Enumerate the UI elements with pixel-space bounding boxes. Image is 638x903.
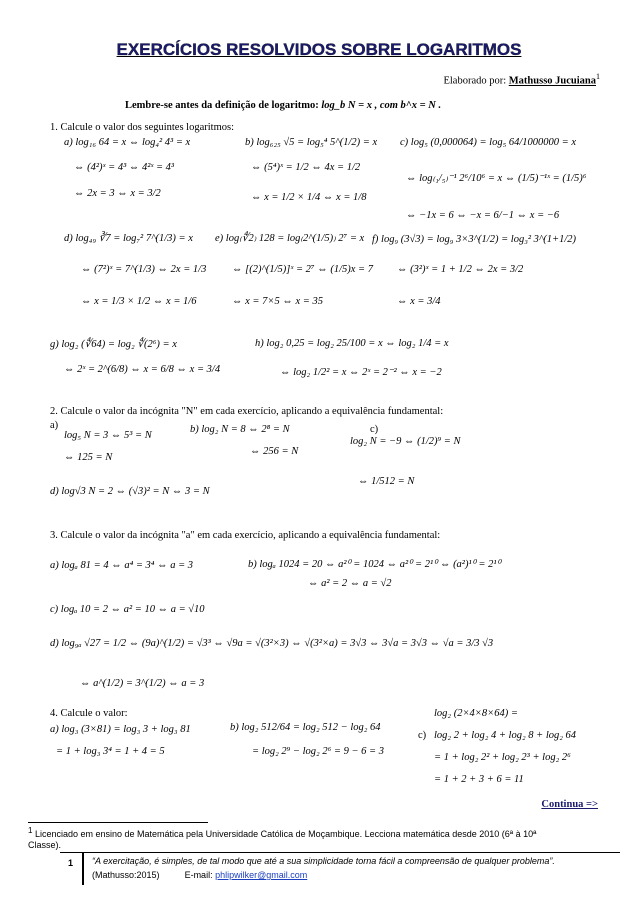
q1-c-line1: c) log₅ (0,000064) = log₅ 64/1000000 = x <box>400 137 577 148</box>
q1-e-line1: e) log₍∜2₎ 128 = log₍2^(1/5)₎ 2⁷ = x <box>215 233 365 244</box>
q1-e-line3: ⇔ x = 7×5 ⇔ x = 35 <box>232 296 323 307</box>
footer-source: (Mathusso:2015) <box>92 870 160 880</box>
email-label: E-mail: <box>184 870 213 880</box>
q1-a-line3: ⇔ 2x = 3 ⇔ x = 3/2 <box>74 188 161 199</box>
footnote-mark: 1 <box>28 826 33 835</box>
q1-g-line2: ⇔ 2ˣ = 2^(6/8) ⇔ x = 6/8 ⇔ x = 3/4 <box>64 364 221 375</box>
q3-statement: 3. Calcule o valor da incógnita "a" em cada exercício, aplicando a equivalência fundamental: <box>50 530 441 541</box>
q2-b-line2: ⇔ 256 = N <box>250 446 299 457</box>
q1-b-line2: ⇔ (5⁴)ˣ = 1/2 ⇔ 4x = 1/2 <box>251 162 361 173</box>
q4-b-line1: b) log₂ 512/64 = log₂ 512 − log₂ 64 <box>230 722 381 733</box>
q2-b-line1: b) log₂ N = 8 ⇔ 2⁸ = N <box>190 424 290 435</box>
q4-a-line1: a) log₃ (3×81) = log₃ 3 + log₃ 81 <box>50 724 191 735</box>
page-number: 1 <box>68 858 74 868</box>
q1-a-line2: ⇔ (4²)ˣ = 4³ ⇔ 4²ˣ = 4³ <box>74 162 175 173</box>
q1-f-line3: ⇔ x = 3/4 <box>397 296 441 307</box>
q2-a-line2: ⇔ 125 = N <box>64 452 113 463</box>
reminder <box>125 100 441 111</box>
q3-c-line1: c) logₐ 10 = 2 ⇔ a² = 10 ⇔ a = √10 <box>50 604 205 615</box>
q1-b-line3: ⇔ x = 1/2 × 1/4 ⇔ x = 1/8 <box>251 192 367 203</box>
q2-statement: 2. Calcule o valor da incógnita "N" em cada exercício, aplicando a equivalência fundamental: <box>50 406 444 417</box>
q1-a-line1: a) log₁₆ 64 = x ⇔ log₄² 4³ = x <box>64 137 191 148</box>
q4-statement: 4. Calcule o valor: <box>50 708 128 719</box>
q2-c-label: c) <box>370 424 379 435</box>
footer-rule <box>60 852 620 853</box>
q3-b-line2: ⇔ a² = 2 ⇔ a = √2 <box>308 578 392 589</box>
q4-c-line2: log₂ 2 + log₂ 4 + log₂ 8 + log₂ 64 <box>434 730 577 741</box>
q1-c-line2: ⇔ log₍₁/₅₎⁻¹ 2⁶/10⁶ = x ⇔ (1/5)⁻¹ˣ = (1/5)⁶ <box>406 173 587 184</box>
q4-a-line2: = 1 + log₃ 3⁴ = 1 + 4 = 5 <box>56 746 165 757</box>
q2-d-line1: d) log√3 N = 2 ⇔ (√3)² = N ⇔ 3 = N <box>50 486 210 497</box>
q1-b-line1: b) log₆₂₅ √5 = log₅⁴ 5^(1/2) = x <box>245 137 378 148</box>
q1-d-line1: d) log₄₉ ∛7 = log₇² 7^(1/3) = x <box>64 233 193 244</box>
q2-c-line2: ⇔ 1/512 = N <box>358 476 415 487</box>
continue-link[interactable]: Continua => <box>541 799 598 810</box>
q1-f-line1: f) log₉ (3√3) = log₉ 3×3^(1/2) = log₃² 3^(1+1/2) <box>372 234 577 245</box>
footer-divider <box>82 853 84 885</box>
reminder-text: Lembre-se antes da definição de logaritmo: <box>125 100 319 111</box>
q2-c-line1: log₂ N = −9 ⇔ (1/2)⁹ = N <box>350 436 461 447</box>
footnote-rule <box>28 822 208 823</box>
q2-a-label: a) <box>50 420 59 431</box>
footnote-text <box>28 826 536 839</box>
q2-a-line1: log₅ N = 3 ⇔ 5³ = N <box>64 430 152 441</box>
q3-d-line2: ⇔ a^(1/2) = 3^(1/2) ⇔ a = 3 <box>80 678 205 689</box>
author-line <box>443 72 600 87</box>
q3-b-line1: b) logₐ 1024 = 20 ⇔ a²⁰ = 1024 ⇔ a²⁰ = 2¹⁰ ⇔ (a²)¹⁰ = 2¹⁰ <box>248 559 501 570</box>
q3-d-line1: d) log₉ₐ √27 = 1/2 ⇔ (9a)^(1/2) = √3³ ⇔ √9a = √(3²×3) ⇔ √(3²×a) = 3√3 ⇔ 3√a = 3√3 ⇔ √a = 3/3 √3 <box>50 638 494 649</box>
q1-d-line2: ⇔ (7²)ˣ = 7^(1/3) ⇔ 2x = 1/3 <box>81 264 207 275</box>
q1-e-line2: ⇔ [(2)^(1/5)]ˣ = 2⁷ ⇔ (1/5)x = 7 <box>232 264 373 275</box>
footnote-text-2: Classe). <box>28 840 62 850</box>
footer-quote: “A exercitação, é simples, de tal modo que até a sua simplicidade torna fácil a compreensão de qualquer problema”. <box>92 856 555 866</box>
q1-d-line3: ⇔ x = 1/3 × 1/2 ⇔ x = 1/6 <box>81 296 197 307</box>
q4-b-line2: = log₂ 2⁹ − log₂ 2⁶ = 9 − 6 = 3 <box>252 746 384 757</box>
page-title: EXERCÍCIOS RESOLVIDOS SOBRE LOGARITMOS <box>116 40 522 59</box>
q1-statement: 1. Calcule o valor dos seguintes logaritmos: <box>50 122 235 133</box>
author-name: Mathusso Jucuiana <box>508 75 596 87</box>
email-link[interactable]: phlipwilker@gmail.com <box>215 870 308 880</box>
q4-c-line1: log₂ (2×4×8×64) = <box>434 708 518 719</box>
q1-g-line1: g) log₂ (∜64) = log₂ ∜(2⁶) = x <box>50 339 177 350</box>
q1-h-line1: h) log₂ 0,25 = log₂ 25/100 = x ⇔ log₂ 1/4 = x <box>255 338 449 349</box>
reminder-formula: log_b N = x , com b^x = N . <box>321 100 442 111</box>
author-footnote-mark: 1 <box>596 72 600 81</box>
q1-c-line3: ⇔ −1x = 6 ⇔ −x = 6/−1 ⇔ x = −6 <box>406 210 560 221</box>
q4-c-line4: = 1 + 2 + 3 + 6 = 11 <box>434 774 524 785</box>
footer-credit <box>92 870 307 880</box>
q4-c-line3: = 1 + log₂ 2² + log₂ 2³ + log₂ 2⁶ <box>434 752 571 763</box>
footnote-body: Licenciado em ensino de Matemática pela Universidade Católica de Moçambique. Lecciona matemática desde 2010 (6ª à 10ª <box>34 829 537 839</box>
author-label: Elaborado por: <box>443 75 507 87</box>
q3-a-line1: a) logₐ 81 = 4 ⇔ a⁴ = 3⁴ ⇔ a = 3 <box>50 560 194 571</box>
q4-c-label: c) <box>418 730 427 741</box>
q1-f-line2: ⇔ (3²)ˣ = 1 + 1/2 ⇔ 2x = 3/2 <box>397 264 524 275</box>
q1-h-line2: ⇔ log₂ 1/2² = x ⇔ 2ˣ = 2⁻² ⇔ x = −2 <box>280 367 442 378</box>
